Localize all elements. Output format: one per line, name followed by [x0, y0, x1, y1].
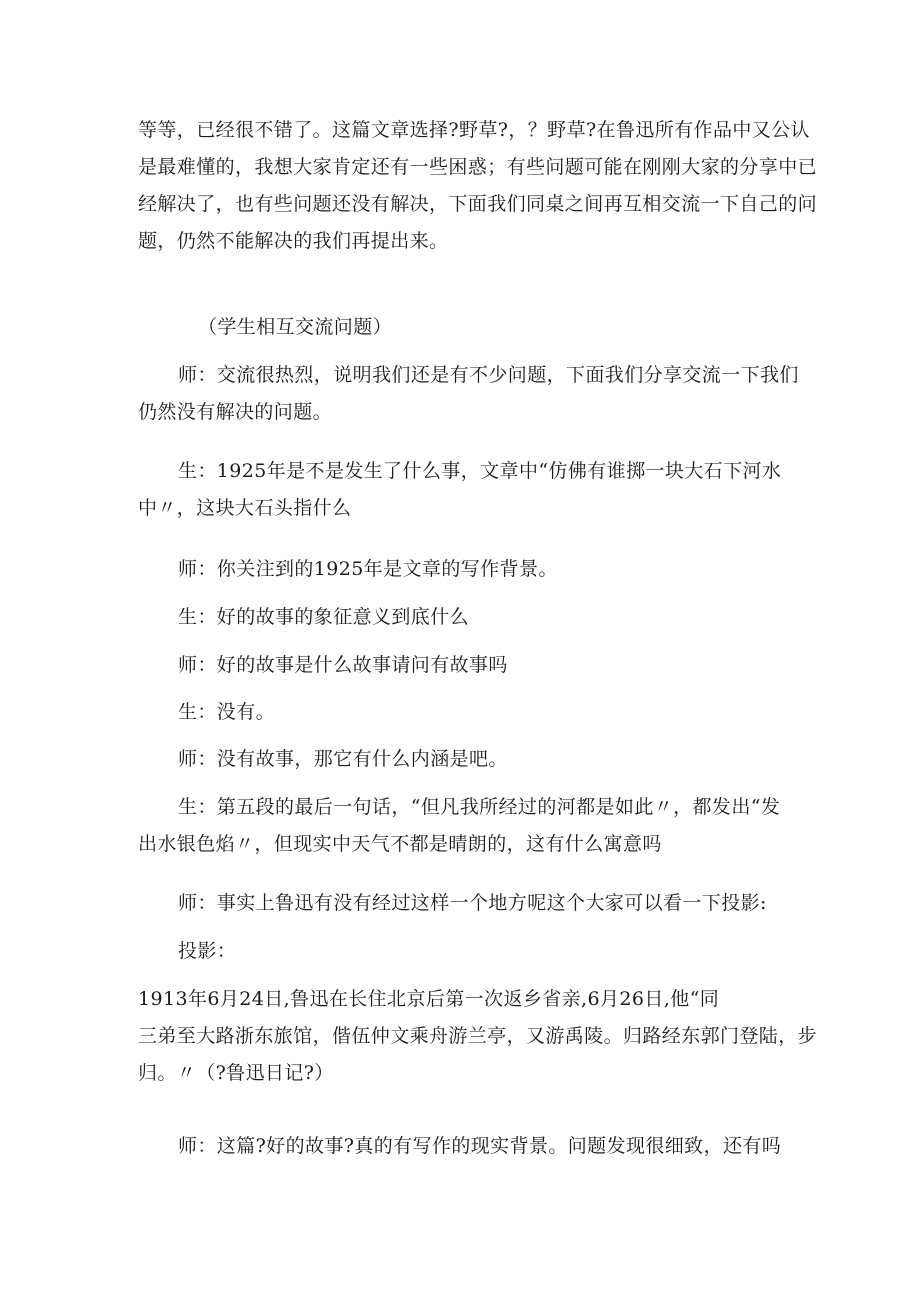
paragraph-student-2	[178, 599, 828, 636]
text-line: 生：1925年是不是发生了什么事，文章中“仿佛有谁掷一块大石下河水	[178, 460, 782, 482]
text-line: 师：好的故事是什么故事请问有故事吗	[178, 654, 508, 676]
text-line: 中〃，这块大石头指什么	[138, 497, 352, 519]
paragraph-teacher-4	[178, 741, 828, 778]
paragraph-teacher-5	[178, 885, 828, 922]
text-line: 生：没有。	[178, 701, 276, 723]
paragraph-stage-direction	[198, 309, 848, 346]
text-line: 师：事实上鲁迅有没有经过这样一个地方呢这个大家可以看一下投影:	[178, 892, 767, 914]
text-line: 师：交流很热烈，说明我们还是有不少问题，下面我们分享交流一下我们	[178, 364, 799, 386]
text-line: 师：你关注到的1925年是文章的写作背景。	[178, 558, 558, 580]
text-line: 师：这篇?好的故事?真的有写作的现实背景。问题发现很细致，还有吗	[178, 1135, 782, 1157]
paragraph-teacher-6	[178, 1128, 828, 1165]
text-line: 出水银色焰〃，但现实中天气不都是晴朗的，这有什么寓意吗	[138, 833, 662, 855]
text-line: 归。〃（?鲁迅日记?）	[138, 1062, 334, 1084]
text-line: 师：没有故事，那它有什么内涵是吧。	[178, 748, 508, 770]
text-line: 投影：	[178, 940, 237, 962]
text-line: （学生相互交流问题）	[198, 316, 393, 338]
paragraph-teacher-1	[138, 357, 799, 431]
paragraph-student-4	[138, 789, 788, 863]
text-line: 等等，已经很不错了。这篇文章选择?野草?，？野草?在鲁迅所有作品中又公认	[138, 119, 810, 141]
paragraph-intro	[138, 112, 818, 260]
paragraph-student-3	[178, 694, 828, 731]
text-line: 题，仍然不能解决的我们再提出来。	[138, 230, 449, 252]
paragraph-student-1	[138, 453, 788, 527]
text-line: 仍然没有解决的问题。	[138, 401, 333, 423]
paragraph-teacher-3	[178, 647, 828, 684]
paragraph-projection-label	[178, 933, 828, 970]
text-line: 经解决了，也有些问题还没有解决，下面我们同桌之间再互相交流一下自己的问	[138, 193, 818, 215]
text-line: 是最难懂的，我想大家肯定还有一些困惑；有些问题可能在刚刚大家的分享中已	[138, 156, 818, 178]
text-line: 1913年6月24日,鲁迅在长住北京后第一次返乡省亲,6月26日,他“同	[138, 988, 720, 1010]
paragraph-projection-quote	[138, 981, 818, 1092]
paragraph-teacher-2	[178, 551, 828, 588]
text-line: 三弟至大路浙东旅馆，偕伍仲文乘舟游兰亭，又游禹陵。归路经东郭门登陆，步	[138, 1025, 818, 1047]
text-line: 生：好的故事的象征意义到底什么	[178, 606, 470, 628]
text-line: 生：第五段的最后一句话，“但凡我所经过的河都是如此〃，都发出“发	[178, 796, 781, 818]
